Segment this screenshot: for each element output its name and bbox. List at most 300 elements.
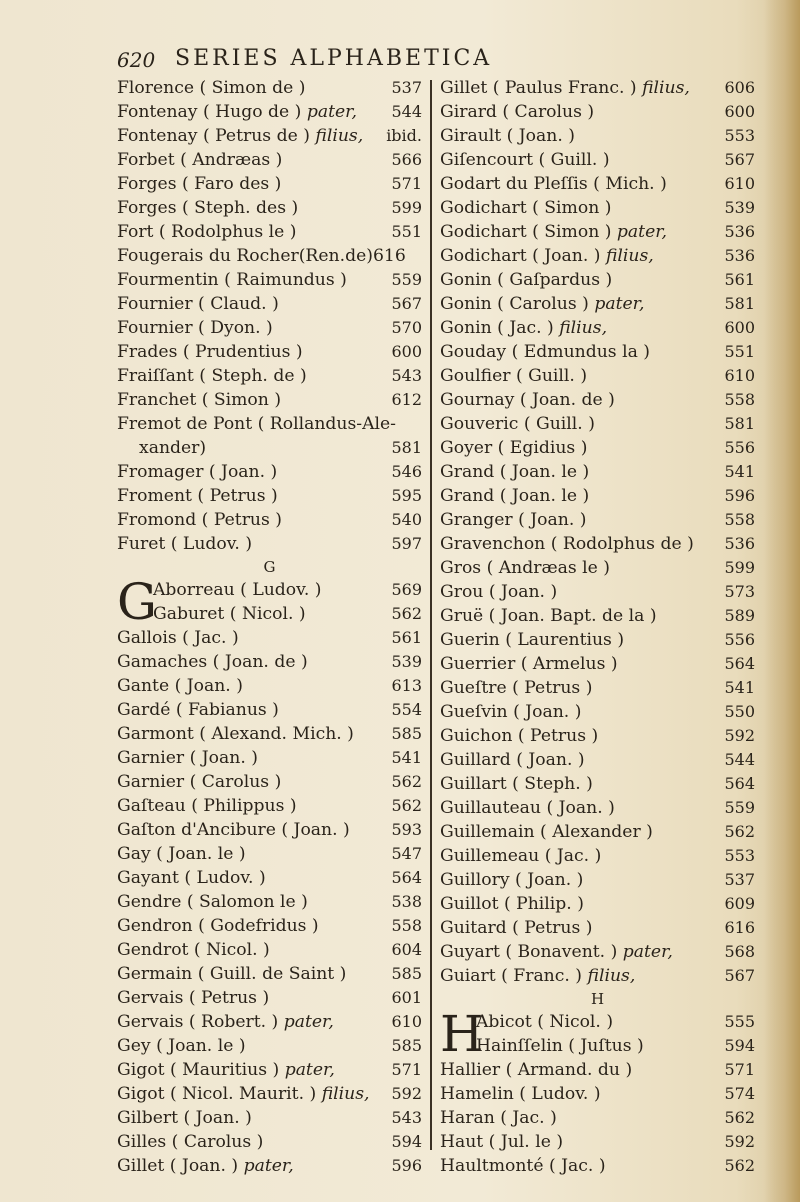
entry-name bbox=[117, 172, 281, 196]
entry-name-text: Fort ( Rodolphus le ) bbox=[117, 222, 297, 242]
entry-name-text: Fournier ( Dyon. ) bbox=[117, 318, 273, 338]
entry-name-text: Garnier ( Joan. ) bbox=[117, 748, 258, 768]
entry-page-ref: 537 bbox=[391, 78, 422, 97]
entry-name bbox=[117, 722, 354, 746]
index-entry bbox=[117, 436, 422, 460]
entry-page-ref: 596 bbox=[724, 486, 755, 505]
entry-name bbox=[117, 770, 281, 794]
entry-role: pater, bbox=[616, 222, 668, 242]
entry-page-ref: 571 bbox=[391, 174, 422, 193]
index-entry bbox=[440, 628, 755, 652]
entry-page-ref: 600 bbox=[724, 102, 755, 121]
entry-name bbox=[117, 866, 266, 890]
entry-name bbox=[440, 868, 583, 892]
column-divider bbox=[430, 80, 432, 1150]
entry-name bbox=[440, 436, 587, 460]
entry-name bbox=[117, 842, 246, 866]
entry-name bbox=[440, 892, 584, 916]
entry-name-text: Gouday ( Edmundus la ) bbox=[440, 342, 650, 362]
index-entry bbox=[440, 556, 755, 580]
entry-page-ref: 537 bbox=[724, 870, 755, 889]
index-entry bbox=[440, 532, 755, 556]
entry-name-text: Guitard ( Petrus ) bbox=[440, 918, 593, 938]
entry-page-ref: 596 bbox=[391, 1156, 422, 1175]
entry-name-text: Gigot ( Nicol. Maurit. ) bbox=[117, 1084, 317, 1104]
index-entry bbox=[117, 532, 422, 556]
entry-page-ref: 551 bbox=[391, 222, 422, 241]
entry-name bbox=[117, 508, 282, 532]
index-entry bbox=[440, 916, 755, 940]
entry-name-text: Abicot ( Nicol. ) bbox=[476, 1012, 614, 1032]
entry-name bbox=[117, 1010, 334, 1034]
index-entry bbox=[117, 1154, 422, 1178]
entry-name bbox=[117, 292, 279, 316]
entry-page-ref: 592 bbox=[724, 726, 755, 745]
entry-name-text: Frades ( Prudentius ) bbox=[117, 342, 303, 362]
entry-name-text: Gillet ( Joan. ) bbox=[117, 1156, 239, 1176]
entry-name-text: Grand ( Joan. le ) bbox=[440, 462, 590, 482]
index-column-left bbox=[117, 76, 422, 1178]
entry-name bbox=[440, 388, 615, 412]
entry-page-ref: 594 bbox=[391, 1132, 422, 1151]
index-entry bbox=[117, 412, 422, 436]
entry-name bbox=[440, 772, 593, 796]
entry-page-ref: 601 bbox=[391, 988, 422, 1007]
entry-name bbox=[117, 1034, 246, 1058]
entry-page-ref: 556 bbox=[724, 438, 755, 457]
index-entry bbox=[117, 842, 422, 866]
entry-name bbox=[117, 124, 363, 148]
entry-name bbox=[117, 388, 281, 412]
index-entry bbox=[440, 268, 755, 292]
entry-page-ref: 559 bbox=[391, 270, 422, 289]
entry-page-ref: 585 bbox=[391, 964, 422, 983]
entry-name-text: Fromager ( Joan. ) bbox=[117, 462, 278, 482]
entry-page-ref: 547 bbox=[391, 844, 422, 863]
index-entry bbox=[440, 1130, 755, 1154]
entry-name-text: Gaſton d'Ancibure ( Joan. ) bbox=[117, 820, 350, 840]
entry-name bbox=[153, 602, 306, 626]
entry-name bbox=[117, 1058, 335, 1082]
entry-page-ref: 538 bbox=[391, 892, 422, 911]
entry-name bbox=[440, 340, 650, 364]
index-entry bbox=[440, 868, 755, 892]
entry-page-ref: 571 bbox=[391, 1060, 422, 1079]
index-entry bbox=[117, 340, 422, 364]
entry-name-text: Grou ( Joan. ) bbox=[440, 582, 558, 602]
index-entry bbox=[440, 316, 755, 340]
entry-name bbox=[440, 796, 615, 820]
entry-name-text: Guerin ( Laurentius ) bbox=[440, 630, 625, 650]
entry-name-text: Furet ( Ludov. ) bbox=[117, 534, 253, 554]
entry-name-text: Girault ( Joan. ) bbox=[440, 126, 575, 146]
entry-page-ref: 600 bbox=[724, 318, 755, 337]
index-entry bbox=[440, 1154, 755, 1178]
entry-name bbox=[117, 532, 252, 556]
entry-name bbox=[440, 100, 594, 124]
entry-role: pater, bbox=[243, 1156, 294, 1176]
entry-name bbox=[440, 916, 592, 940]
index-entry bbox=[117, 1082, 422, 1106]
entry-name-text: Gonin ( Gaſpardus ) bbox=[440, 270, 613, 290]
drop-cap: G bbox=[117, 573, 157, 631]
index-entry bbox=[117, 268, 422, 292]
index-entry bbox=[440, 292, 755, 316]
entry-name bbox=[117, 244, 406, 268]
index-entry bbox=[117, 626, 422, 650]
entry-page-ref: 558 bbox=[724, 390, 755, 409]
entry-page-ref: 561 bbox=[724, 270, 755, 289]
entry-name bbox=[117, 986, 269, 1010]
entry-name bbox=[117, 1154, 294, 1178]
index-entry bbox=[440, 460, 755, 484]
entry-name-text: Gervais ( Robert. ) bbox=[117, 1012, 279, 1032]
entry-name bbox=[440, 220, 667, 244]
entry-name bbox=[117, 76, 305, 100]
index-entry bbox=[440, 100, 755, 124]
index-entry bbox=[440, 796, 755, 820]
entry-name bbox=[440, 628, 624, 652]
entry-name bbox=[117, 626, 239, 650]
entry-role: pater, bbox=[283, 1012, 334, 1032]
entry-role: pater, bbox=[284, 1060, 335, 1080]
entry-name bbox=[440, 844, 601, 868]
index-entry bbox=[440, 652, 755, 676]
entry-name bbox=[117, 962, 346, 986]
entry-page-ref: 567 bbox=[391, 294, 422, 313]
entry-role: filius, bbox=[321, 1084, 370, 1104]
entry-page-ref: 536 bbox=[724, 246, 755, 265]
entry-name-text: Guiart ( Franc. ) bbox=[440, 966, 583, 986]
index-entry bbox=[117, 1130, 422, 1154]
entry-name-text: Fraiſſant ( Steph. de ) bbox=[117, 366, 307, 386]
entry-page-ref: 610 bbox=[391, 1012, 422, 1031]
entry-name bbox=[117, 196, 298, 220]
entry-name-text: Girard ( Carolus ) bbox=[440, 102, 595, 122]
index-entry bbox=[440, 844, 755, 868]
entry-page-ref: 581 bbox=[724, 294, 755, 313]
entry-name bbox=[117, 890, 308, 914]
entry-name bbox=[476, 1010, 613, 1034]
index-entry bbox=[117, 674, 422, 698]
entry-page-ref: 546 bbox=[391, 462, 422, 481]
index-entry bbox=[117, 770, 422, 794]
index-entry bbox=[117, 364, 422, 388]
entry-name-text: Gouveric ( Guill. ) bbox=[440, 414, 595, 434]
index-entry bbox=[440, 724, 755, 748]
entry-page-ref: 541 bbox=[391, 748, 422, 767]
entry-role: filius, bbox=[605, 246, 654, 266]
entry-page-ref: 561 bbox=[391, 628, 422, 647]
entry-page-ref: 610 bbox=[724, 174, 755, 193]
entry-name-text: Fremot de Pont ( Rollandus-Ale- bbox=[117, 414, 396, 434]
entry-name bbox=[440, 268, 612, 292]
index-entry bbox=[117, 698, 422, 722]
entry-name bbox=[440, 676, 592, 700]
entry-name bbox=[117, 340, 303, 364]
entry-page-ref: 556 bbox=[724, 630, 755, 649]
entry-page-ref: 550 bbox=[724, 702, 755, 721]
index-entry bbox=[117, 1010, 422, 1034]
entry-name-text: Fourmentin ( Raimundus ) bbox=[117, 270, 347, 290]
entry-page-ref: 564 bbox=[724, 654, 755, 673]
entry-name-text: Gendron ( Godefridus ) bbox=[117, 916, 319, 936]
entry-name bbox=[117, 1106, 252, 1130]
entry-name bbox=[117, 674, 243, 698]
entry-name-text: Guichon ( Petrus ) bbox=[440, 726, 599, 746]
index-entry bbox=[117, 650, 422, 674]
entry-page-ref: 562 bbox=[724, 822, 755, 841]
entry-name bbox=[440, 124, 575, 148]
entry-name bbox=[117, 148, 282, 172]
entry-role: filius, bbox=[587, 966, 636, 986]
entry-page-ref: 610 bbox=[724, 366, 755, 385]
entry-name bbox=[117, 746, 258, 770]
index-entry bbox=[117, 124, 422, 148]
index-entry bbox=[440, 172, 755, 196]
entry-name bbox=[440, 76, 690, 100]
entry-page-ref: 581 bbox=[391, 438, 422, 457]
entry-page-ref: 613 bbox=[391, 676, 422, 695]
entry-name-text: Franchet ( Simon ) bbox=[117, 390, 282, 410]
entry-name bbox=[440, 604, 657, 628]
index-entry bbox=[440, 436, 755, 460]
index-entry bbox=[117, 986, 422, 1010]
entry-name bbox=[440, 148, 610, 172]
entry-name-text: Gonin ( Carolus ) bbox=[440, 294, 589, 314]
entry-name-text: Gonin ( Jac. ) bbox=[440, 318, 554, 338]
index-entry bbox=[440, 1058, 755, 1082]
index-entry bbox=[440, 940, 755, 964]
entry-page-ref: 540 bbox=[391, 510, 422, 529]
entry-page-ref: 585 bbox=[391, 1036, 422, 1055]
entry-name-text: Germain ( Guill. de Saint ) bbox=[117, 964, 347, 984]
index-entry bbox=[117, 460, 422, 484]
entry-page-ref: 571 bbox=[724, 1060, 755, 1079]
index-entry bbox=[440, 148, 755, 172]
index-entry bbox=[440, 580, 755, 604]
index-entry bbox=[117, 172, 422, 196]
entry-page-ref: 568 bbox=[724, 942, 755, 961]
entry-name bbox=[440, 700, 581, 724]
entry-name bbox=[440, 508, 586, 532]
entry-name-text: Gillet ( Paulus Franc. ) bbox=[440, 78, 637, 98]
entry-page-ref: 554 bbox=[391, 700, 422, 719]
entry-role: filius, bbox=[642, 78, 690, 98]
index-entry bbox=[117, 244, 422, 268]
entry-name-text: Gueſvin ( Joan. ) bbox=[440, 702, 582, 722]
index-entry bbox=[117, 794, 422, 818]
section-letter: G bbox=[263, 558, 276, 576]
entry-name-text: Gay ( Joan. le ) bbox=[117, 844, 246, 864]
index-entry bbox=[440, 748, 755, 772]
index-entry bbox=[440, 364, 755, 388]
entry-name bbox=[440, 412, 595, 436]
entry-name-text: Haultmonté ( Jac. ) bbox=[440, 1156, 606, 1176]
entry-name-text: Gardé ( Fabianus ) bbox=[117, 700, 279, 720]
index-entry bbox=[117, 100, 422, 124]
index-entry bbox=[440, 604, 755, 628]
entry-page-ref: 566 bbox=[391, 150, 422, 169]
entry-page-ref: 616 bbox=[724, 918, 755, 937]
index-entry bbox=[440, 700, 755, 724]
index-entry bbox=[117, 866, 422, 890]
entry-name bbox=[440, 820, 653, 844]
entry-name-text: Gante ( Joan. ) bbox=[117, 676, 243, 696]
entry-name-text: Godichart ( Simon ) bbox=[440, 198, 612, 218]
entry-name bbox=[117, 268, 347, 292]
entry-name bbox=[117, 316, 273, 340]
entry-name-text: Gendre ( Salomon le ) bbox=[117, 892, 308, 912]
entry-name-text: Guyart ( Bonavent. ) bbox=[440, 942, 618, 962]
index-entry bbox=[117, 1034, 422, 1058]
entry-name bbox=[153, 578, 321, 602]
index-entry bbox=[117, 76, 422, 100]
entry-page-ref: 541 bbox=[724, 462, 755, 481]
entry-page-ref: 594 bbox=[724, 1036, 755, 1055]
entry-page-ref: 558 bbox=[724, 510, 755, 529]
entry-name bbox=[117, 460, 277, 484]
entry-page-ref: 612 bbox=[391, 390, 422, 409]
entry-name-text: Guillart ( Steph. ) bbox=[440, 774, 593, 794]
entry-role: pater, bbox=[306, 102, 357, 122]
entry-name-text: Florence ( Simon de ) bbox=[117, 78, 306, 98]
index-column-right bbox=[440, 76, 755, 1178]
entry-name-text: Aborreau ( Ludov. ) bbox=[153, 580, 322, 600]
entry-page-ref: 551 bbox=[724, 342, 755, 361]
entry-name-text: Fontenay ( Petrus de ) bbox=[117, 126, 310, 146]
entry-name-text: Guillauteau ( Joan. ) bbox=[440, 798, 615, 818]
entry-page-ref: 553 bbox=[724, 126, 755, 145]
entry-name-text: Hamelin ( Ludov. ) bbox=[440, 1084, 601, 1104]
entry-page-ref: 609 bbox=[724, 894, 755, 913]
entry-page-ref: 562 bbox=[724, 1108, 755, 1127]
entry-name-text: Gilles ( Carolus ) bbox=[117, 1132, 264, 1152]
entry-page-ref: 564 bbox=[391, 868, 422, 887]
entry-name bbox=[440, 244, 654, 268]
entry-name-text: Gros ( Andræas le ) bbox=[440, 558, 610, 578]
entry-page-ref: 564 bbox=[724, 774, 755, 793]
index-entry bbox=[440, 820, 755, 844]
entry-page-ref: 600 bbox=[391, 342, 422, 361]
index-entry bbox=[440, 772, 755, 796]
entry-name-text: Gilbert ( Joan. ) bbox=[117, 1108, 252, 1128]
entry-page-ref: 581 bbox=[724, 414, 755, 433]
index-entry bbox=[440, 412, 755, 436]
entry-name bbox=[117, 698, 279, 722]
entry-name bbox=[440, 580, 557, 604]
entry-role: pater, bbox=[622, 942, 673, 962]
entry-name bbox=[440, 172, 667, 196]
entry-name bbox=[440, 1106, 557, 1130]
entry-name bbox=[117, 412, 396, 436]
entry-page-ref: 562 bbox=[391, 772, 422, 791]
running-header bbox=[117, 46, 677, 76]
entry-name bbox=[440, 364, 587, 388]
entry-name-text: Gigot ( Mauritius ) bbox=[117, 1060, 280, 1080]
entry-name-text: Haut ( Jul. le ) bbox=[440, 1132, 564, 1152]
entry-name bbox=[139, 436, 206, 460]
index-entry bbox=[440, 1034, 755, 1058]
entry-name-text: Haran ( Jac. ) bbox=[440, 1108, 557, 1128]
drop-cap: H bbox=[440, 1005, 484, 1063]
entry-name bbox=[440, 1130, 563, 1154]
entry-name-text: Fougerais du Rocher(Ren.de)616 bbox=[117, 246, 406, 266]
index-entry bbox=[440, 340, 755, 364]
entry-page-ref: 559 bbox=[724, 798, 755, 817]
entry-page-ref: 585 bbox=[391, 724, 422, 743]
index-entry bbox=[440, 1082, 755, 1106]
entry-name-text: Godichart ( Joan. ) bbox=[440, 246, 601, 266]
index-entry bbox=[117, 914, 422, 938]
entry-name bbox=[440, 484, 589, 508]
entry-name-text: Froment ( Petrus ) bbox=[117, 486, 278, 506]
entry-name bbox=[440, 1154, 606, 1178]
entry-name-text: Hainſſelin ( Juſtus ) bbox=[476, 1036, 644, 1056]
entry-page-ref: 544 bbox=[391, 102, 422, 121]
entry-name-text: Fromond ( Petrus ) bbox=[117, 510, 282, 530]
entry-name bbox=[117, 914, 319, 938]
entry-name bbox=[440, 724, 598, 748]
entry-name bbox=[440, 748, 585, 772]
entry-name-text: Gaſteau ( Philippus ) bbox=[117, 796, 297, 816]
entry-name-text: Guillard ( Joan. ) bbox=[440, 750, 585, 770]
page-edge bbox=[764, 0, 800, 1202]
entry-name-text: Gendrot ( Nicol. ) bbox=[117, 940, 270, 960]
entry-name-text: Guerrier ( Armelus ) bbox=[440, 654, 618, 674]
entry-name-text: xander) bbox=[139, 438, 207, 458]
entry-name-text: Godart du Pleſſis ( Mich. ) bbox=[440, 174, 667, 194]
entry-role: filius, bbox=[315, 126, 364, 146]
index-entry bbox=[117, 818, 422, 842]
entry-page-ref: 593 bbox=[391, 820, 422, 839]
entry-name bbox=[440, 964, 635, 988]
index-entry bbox=[117, 508, 422, 532]
page-number: 620 bbox=[117, 48, 156, 72]
entry-page-ref: 544 bbox=[724, 750, 755, 769]
index-entry bbox=[440, 892, 755, 916]
index-entry bbox=[440, 964, 755, 988]
entry-page-ref: 599 bbox=[391, 198, 422, 217]
entry-name-text: Gruë ( Joan. Bapt. de la ) bbox=[440, 606, 657, 626]
entry-name-text: Godichart ( Simon ) bbox=[440, 222, 612, 242]
entry-name bbox=[117, 938, 270, 962]
index-entry bbox=[440, 244, 755, 268]
index-entry bbox=[440, 676, 755, 700]
index-entry bbox=[440, 76, 755, 100]
entry-page-ref: 573 bbox=[724, 582, 755, 601]
entry-name bbox=[117, 650, 308, 674]
entry-name bbox=[440, 556, 610, 580]
entry-page-ref: 536 bbox=[724, 534, 755, 553]
index-entry bbox=[440, 196, 755, 220]
entry-name-text: Grand ( Joan. le ) bbox=[440, 486, 590, 506]
entry-page-ref: 589 bbox=[724, 606, 755, 625]
entry-name-text: Gervais ( Petrus ) bbox=[117, 988, 270, 1008]
entry-page-ref: 543 bbox=[391, 366, 422, 385]
entry-page-ref: 539 bbox=[724, 198, 755, 217]
index-entry bbox=[117, 148, 422, 172]
entry-name bbox=[440, 292, 644, 316]
entry-name bbox=[440, 316, 607, 340]
index-entry bbox=[117, 938, 422, 962]
entry-name-text: Fournier ( Claud. ) bbox=[117, 294, 279, 314]
entry-name-text: Fontenay ( Hugo de ) bbox=[117, 102, 302, 122]
entry-name-text: Guillory ( Joan. ) bbox=[440, 870, 584, 890]
entry-name bbox=[117, 1130, 263, 1154]
index-entry bbox=[117, 602, 422, 626]
entry-name-text: Gamaches ( Joan. de ) bbox=[117, 652, 308, 672]
